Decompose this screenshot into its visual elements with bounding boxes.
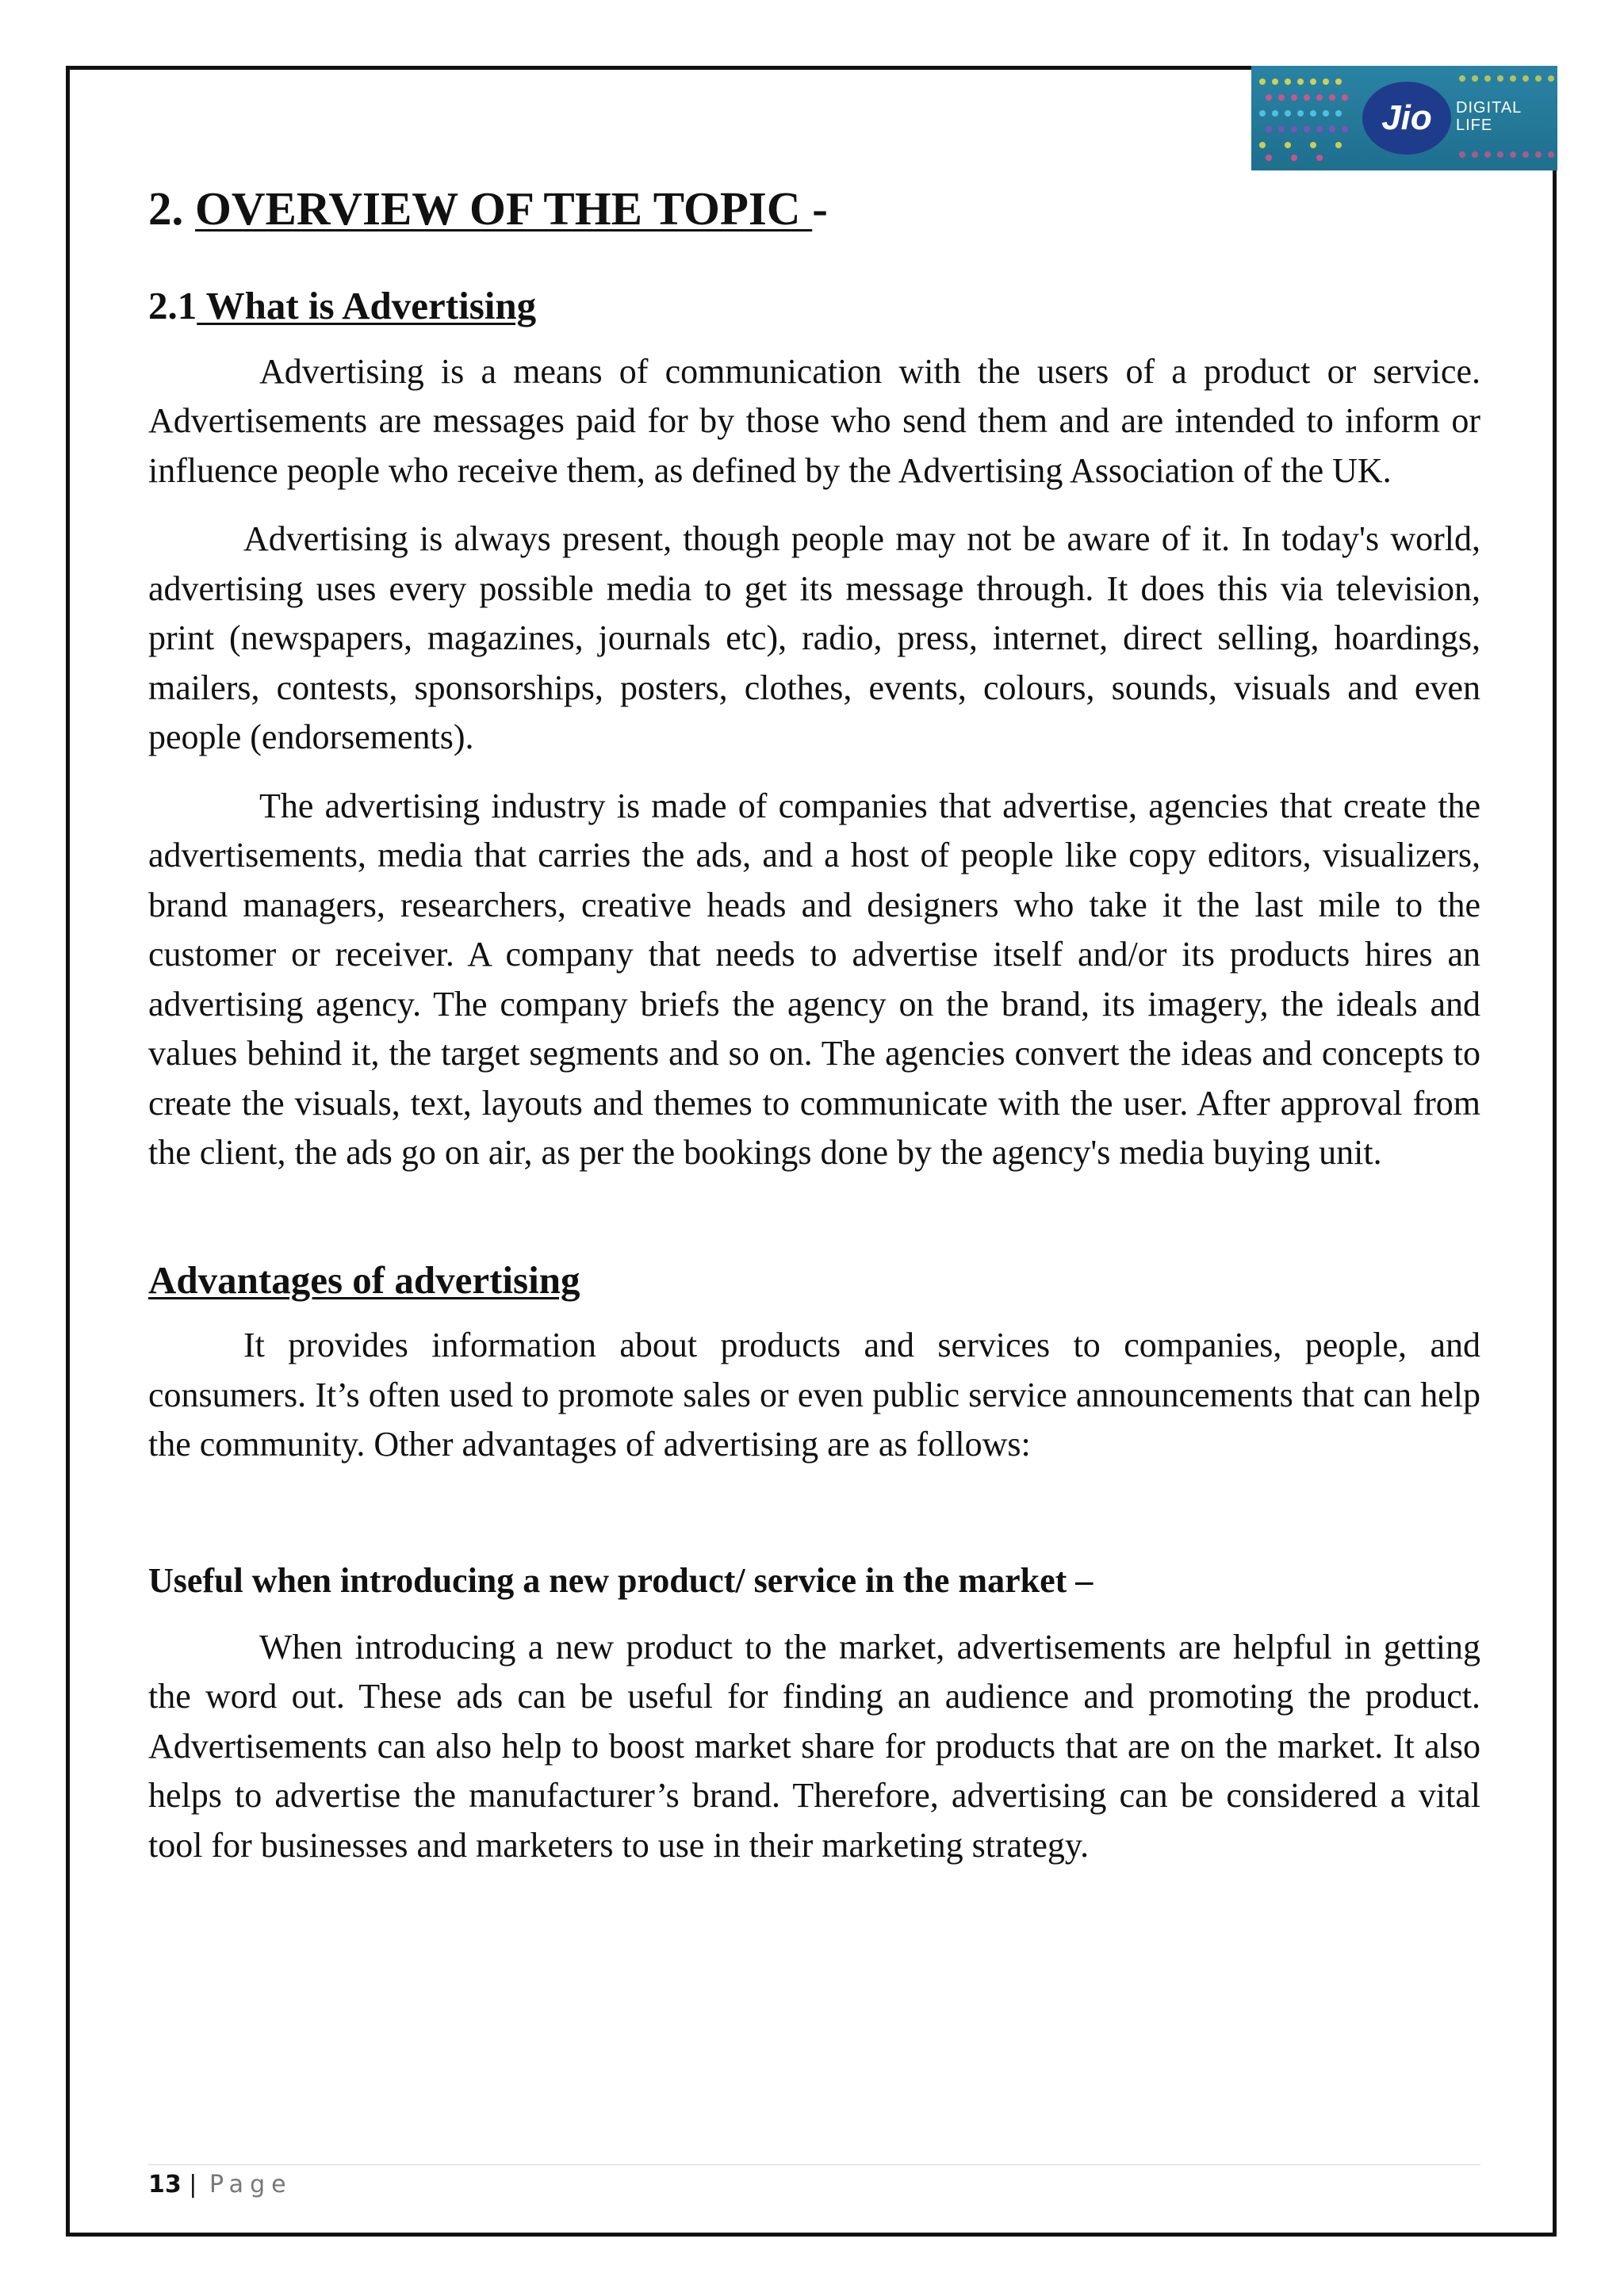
- logo-subtitle: [1456, 99, 1543, 134]
- paragraph: The advertising industry is made of companies that advertise, agencies that create the advertisements, media that carries the ads, and a host of people like copy editors, visualizers, brand managers, researchers, creative heads and designers who take it the last mile to the customer or receiver. A company that needs to advertise itself and/or its products hires an advertising agency. The company briefs the agency on the brand, its imagery, the ideals and values behind it, the target segments and so on. The agencies convert the ideas and concepts to create the visuals, text, layouts and themes to communicate with the user. After approval from the client, the ads go on air, as per the bookings done by the agency's media buying unit.: [148, 786, 1480, 1173]
- page-title-suffix: -: [812, 182, 828, 235]
- page-label: Page: [209, 2171, 293, 2198]
- section-title: What is Advertising: [197, 283, 537, 327]
- spacer: [148, 1197, 1480, 1257]
- page-number: 13: [148, 2171, 182, 2198]
- paragraph: It provides information about products and services to companies, people, and consumers. It’s often used to promote sales or even public service announcements that can help the community. Other advantages of advertising are as follows:: [148, 1326, 1480, 1464]
- logo-subtitle-line1: DIGITAL: [1456, 99, 1522, 117]
- jio-logo-mark: Jio: [1362, 82, 1451, 155]
- section-number: 2.1: [148, 283, 197, 327]
- paragraph: When introducing a new product to the market, advertisements are helpful in getting the word out. These ads can be useful for finding an audience and promoting the product. Advertisements can also help to boost market share for products that are on the market. It also helps to advertise the manufacturer’s brand. Therefore, advertising can be considered a vital tool for businesses and marketers to use in their marketing strategy.: [148, 1627, 1480, 1865]
- paragraph: Advertising is a means of communication with the users of a product or service. Advertisements are messages paid for by those who send them and are intended to inform or influence people who receive them, as defined by the Advertising Association of the UK.: [148, 351, 1480, 490]
- paragraph: Advertising is always present, though people may not be aware of it. In today's world, advertising uses every possible media to get its message through. It does this via television, print (newspapers, magazines, journals etc), radio, press, internet, direct selling, hoardings, mailers, contests, sponsorships, posters, clothes, events, colours, sounds, visuals and even people (endorsements).: [148, 519, 1480, 757]
- jio-digital-life-logo: [1251, 66, 1557, 170]
- document-body: [148, 181, 1480, 1889]
- subheading-useful-new-product: Useful when introducing a new product/ service in the market –: [148, 1560, 1094, 1600]
- page-title-text: OVERVIEW OF THE TOPIC: [195, 182, 813, 235]
- page-title-number: 2.: [148, 182, 195, 235]
- page-title: [148, 181, 1480, 237]
- spacer: [148, 1602, 1480, 1623]
- section-heading-what-is-advertising: [148, 283, 1480, 330]
- logo-subtitle-line2: LIFE: [1456, 117, 1493, 134]
- section-title: Advantages of advertising: [148, 1257, 580, 1302]
- footer-divider: [148, 2164, 1480, 2165]
- page-footer: [148, 2171, 293, 2198]
- spacer: [148, 1489, 1480, 1560]
- footer-separator: |: [181, 2171, 205, 2198]
- section-heading-advantages: [148, 1257, 1480, 1304]
